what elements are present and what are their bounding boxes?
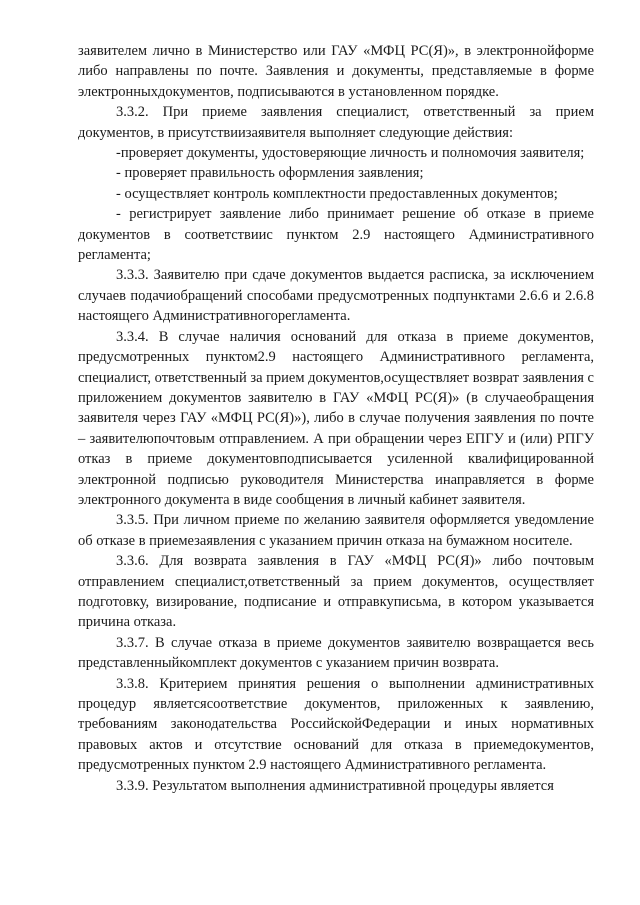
list-item-completeness: - осуществляет контроль комплектности предоставленных документов; (116, 185, 558, 202)
paragraph-3-3-3: 3.3.3. Заявителю при сдаче документов выдается расписка, за исключением случаев подачиобращений способами предусмотренных подпунктами 2.6.6 и 2.6.8 настоящего Административногорегламента. (78, 267, 594, 325)
document-page (78, 41, 594, 796)
paragraph-3-3-4: 3.3.4. В случае наличия оснований для отказа в приеме документов, предусмотренных пунктом2.9 настоящего Административного регламента, специалист, ответственный за прием документов,осуществляет возврат заявления с приложением документов заявителю в ГАУ «МФЦ РС(Я)» (в случаеобращения заявителя через ГАУ «МФЦ РС(Я)»), либо в случае получения заявления по почте – заявителюпочтовым отправлением. А при обращении через ЕПГУ и (или) РПГУ отказ в приеме документовподписывается усиленной квалифицированной электронной подписью руководителя Министерства инаправляется в форме электронного документа в виде сообщения в личный кабинет заявителя. (78, 328, 594, 508)
paragraph-3-3-2: 3.3.2. При приеме заявления специалист, ответственный за прием документов, в присутствиизаявителя выполняет следующие действия: (78, 104, 594, 141)
paragraph-3-3-5: 3.3.5. При личном приеме по желанию заявителя оформляется уведомление об отказе в приемезаявления с указанием причин отказа на бумажном носителе. (78, 512, 594, 549)
paragraph-3-3-8: 3.3.8. Критерием принятия решения о выполнении административных процедур являетсясоответствие документов, приложенных к заявлению, требованиям законодательства РоссийскойФедерации и иных нормативных правовых актов и отсутствие оснований для отказа в приемедокументов, предусмотренных пунктом 2.9 настоящего Административного регламента. (78, 675, 594, 774)
list-item-check-documents: -проверяет документы, удостоверяющие личность и полномочия заявителя; (116, 145, 585, 162)
list-item-register: - регистрирует заявление либо принимает решение об отказе в приеме документов в соответствиис пунктом 2.9 настоящего Административного регламента; (78, 206, 594, 264)
paragraph-3-3-7: 3.3.7. В случае отказа в приеме документов заявителю возвращается весь представленныйкомплект документов с указанием причин возврата. (78, 634, 594, 672)
list-item-check-form: - проверяет правильность оформления заявления; (116, 165, 424, 182)
paragraph-continuation: заявителем лично в Министерство или ГАУ «МФЦ РС(Я)», в электроннойформе либо направлены по почте. Заявления и документы, представляемые в форме электронныхдокументов, подписываются в установленном порядке. (78, 43, 594, 100)
paragraph-3-3-9: 3.3.9. Результатом выполнения административной процедуры является (116, 777, 554, 794)
paragraph-3-3-6: 3.3.6. Для возврата заявления в ГАУ «МФЦ РС(Я)» либо почтовым отправлением специалист,ответственный за прием документов, осуществляет подготовку, визирование, подписание и отправкуписьма, в котором указывается причина отказа. (78, 553, 594, 631)
